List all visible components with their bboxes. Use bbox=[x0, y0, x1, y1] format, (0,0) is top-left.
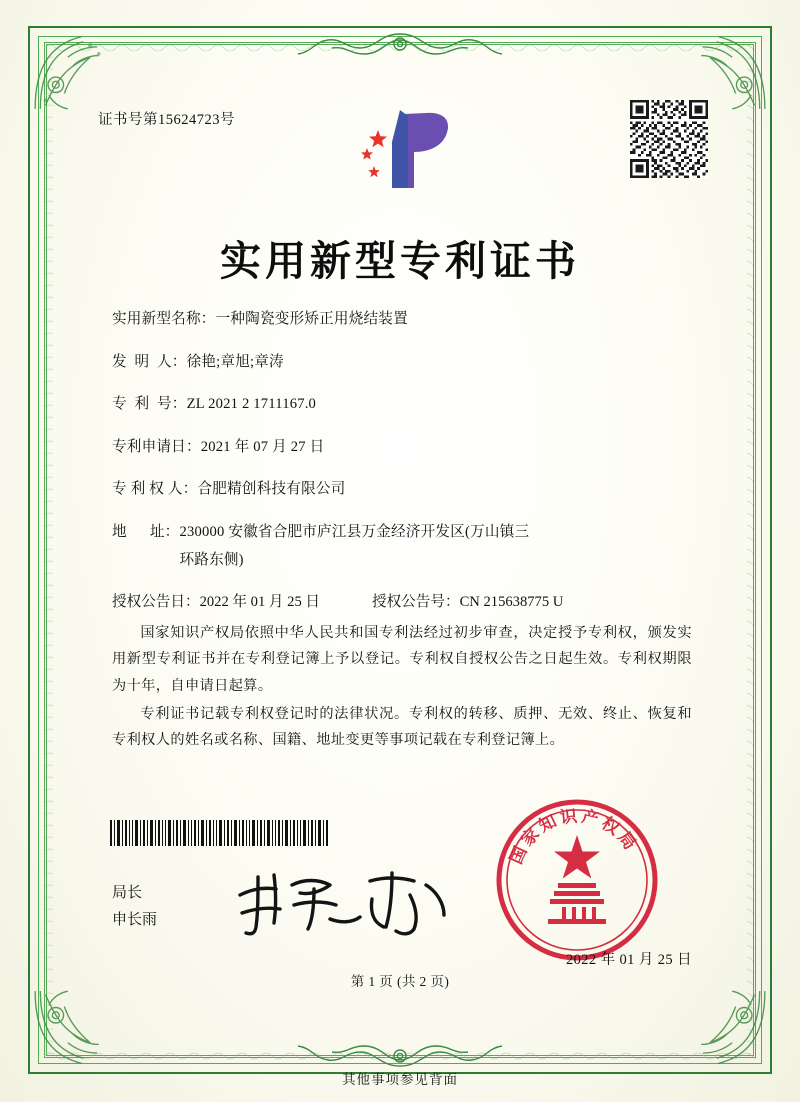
barcode bbox=[110, 820, 328, 846]
director-name: 申长雨 bbox=[112, 912, 158, 928]
certificate-number: 证书号第15624723号 bbox=[98, 112, 235, 128]
legal-paragraph-2: 专利证书记载专利权登记时的法律状况。专利权的转移、质押、无效、终止、恢复和专利权人的姓名或名称、国籍、地址变更等事项记载在专利登记簿上。 bbox=[112, 705, 692, 749]
certificate-content bbox=[60, 60, 740, 1042]
address-line-1: 230000 安徽省合肥市庐江县万金经济开发区(万山镇三 bbox=[179, 524, 530, 541]
field-value: 2022 年 01 月 25 日 bbox=[199, 594, 320, 611]
qr-code-icon bbox=[630, 100, 708, 178]
fields-list bbox=[112, 308, 694, 632]
seal-date: 2022 年 01 月 25 日 bbox=[565, 952, 692, 968]
field-label: 授权公告日： bbox=[112, 594, 200, 611]
field-application-date bbox=[112, 436, 694, 459]
field-label: 地 址： bbox=[112, 524, 180, 541]
field-value bbox=[179, 521, 694, 571]
field-label: 专利申请日： bbox=[112, 438, 201, 455]
cnipa-logo-icon bbox=[330, 108, 470, 194]
field-value: 徐艳;章旭;章涛 bbox=[186, 353, 284, 370]
official-seal-icon bbox=[492, 795, 662, 965]
field-value: 合肥精创科技有限公司 bbox=[197, 481, 346, 498]
field-grant-row bbox=[112, 591, 694, 614]
field-label: 授权公告号： bbox=[371, 594, 460, 611]
field-inventors bbox=[112, 351, 694, 374]
director-title: 局长 bbox=[112, 885, 143, 901]
field-label: 专 利 号： bbox=[112, 396, 187, 413]
handwritten-signature-icon bbox=[230, 865, 460, 943]
legal-paragraph-1: 国家知识产权局依照中华人民共和国专利法经过初步审查，决定授予专利权，颁发实用新型专利证书并在专利登记簿上予以登记。专利权自授权公告之日起生效。专利权期限为十年，自申请日起算。 bbox=[112, 625, 692, 694]
field-announcement-date bbox=[112, 591, 320, 614]
svg-text:国家知识产权局: 国家知识产权局 bbox=[506, 806, 642, 867]
page-title: 实用新型专利证书 bbox=[220, 238, 580, 284]
field-value: CN 215638775 U bbox=[459, 594, 564, 611]
legal-text bbox=[112, 620, 692, 755]
address-line-2: 环路东侧) bbox=[179, 551, 244, 568]
field-utility-model-name bbox=[112, 308, 694, 331]
field-label: 专 利 权 人： bbox=[112, 481, 198, 498]
field-label: 实用新型名称： bbox=[112, 311, 216, 327]
signature-block bbox=[112, 880, 157, 934]
field-value: 一种陶瓷变形矫正用烧结装置 bbox=[215, 311, 408, 327]
page-number: 第 1 页 (共 2 页) bbox=[350, 974, 450, 989]
field-patent-number bbox=[112, 393, 694, 416]
field-label: 发 明 人： bbox=[112, 353, 187, 370]
top-ornament-icon bbox=[250, 30, 550, 64]
field-patentee bbox=[112, 478, 694, 501]
field-announcement-number bbox=[372, 591, 563, 614]
footer-note: 其他事项参见背面 bbox=[342, 1072, 458, 1087]
field-value: 2021 年 07 月 27 日 bbox=[200, 438, 325, 455]
field-value: ZL 2021 2 1711167.0 bbox=[186, 396, 317, 413]
field-address bbox=[112, 521, 694, 571]
